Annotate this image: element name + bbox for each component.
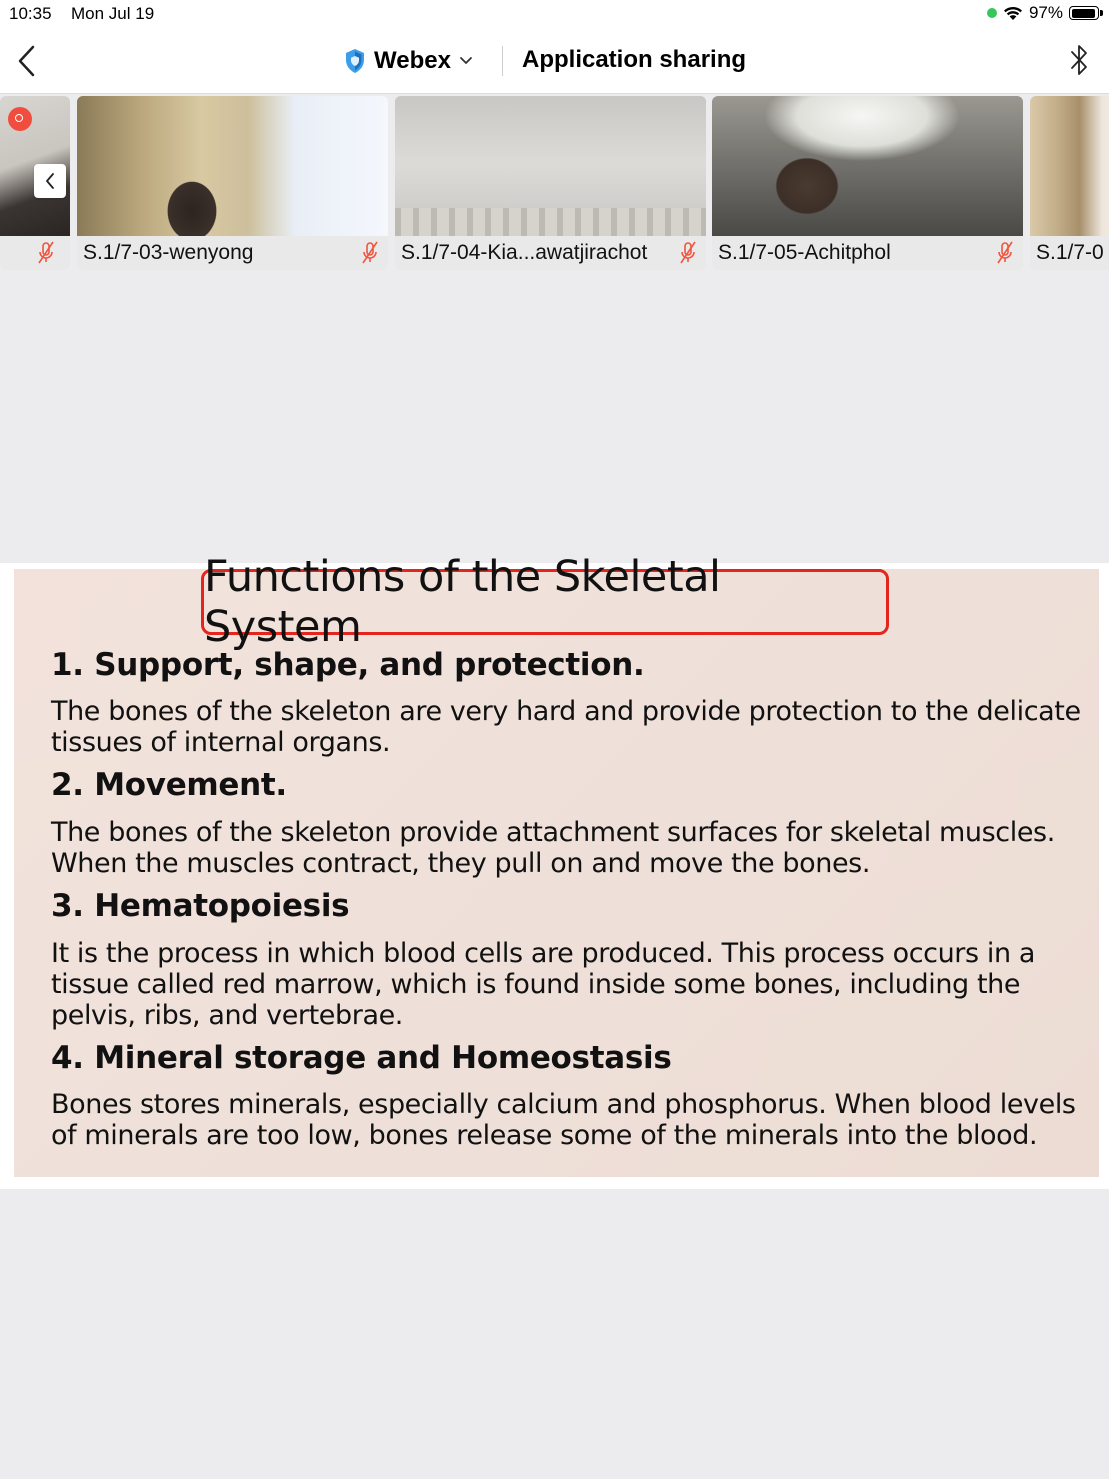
participant-video: [395, 96, 706, 236]
section-heading: 1. Support, shape, and protection.: [51, 647, 645, 683]
participant-tile[interactable]: [712, 96, 1023, 270]
mic-muted-icon: [678, 241, 698, 265]
nav-bar: [0, 30, 1109, 94]
section-heading: 4. Mineral storage and Homeostasis: [51, 1040, 672, 1076]
participant-video: [1030, 96, 1109, 236]
status-date: Mon Jul 19: [71, 4, 155, 23]
participant-video-strip[interactable]: [0, 96, 1109, 271]
shared-content-area[interactable]: [0, 552, 1109, 1189]
section-heading: 2. Movement.: [51, 767, 287, 803]
webex-app-name: Webex: [374, 47, 451, 74]
participant-name: S.1/7-03-wenyong: [83, 241, 254, 264]
participant-tile[interactable]: [77, 96, 388, 270]
participant-tile[interactable]: [1030, 96, 1109, 270]
participant-name: S.1/7-05-Achitphol: [718, 241, 891, 264]
section-heading: 3. Hematopoiesis: [51, 888, 350, 924]
participant-label: [1030, 236, 1109, 270]
participant-label: [77, 236, 388, 270]
participant-label: [712, 236, 1023, 270]
nav-divider: [502, 46, 503, 76]
page-title: Application sharing: [522, 46, 747, 73]
participant-tile[interactable]: [395, 96, 706, 270]
status-time: 10:35: [9, 4, 52, 23]
shield-icon: [344, 48, 366, 74]
slide-title: Functions of the Skeletal System: [204, 552, 721, 652]
presentation-slide: [14, 552, 1099, 1177]
section-body: The bones of the skeleton provide attachment surfaces for skeletal muscles. When the muscles contract, they pull on and move the bones.: [51, 817, 1055, 879]
participant-video: [77, 96, 388, 236]
slide-title-box: [201, 552, 889, 652]
battery-icon: [1069, 6, 1099, 20]
participant-name: S.1/7-0: [1036, 241, 1104, 264]
back-chevron-icon[interactable]: [14, 44, 42, 78]
webex-menu-button[interactable]: [344, 44, 473, 78]
section-body: Bones stores minerals, especially calcium and phosphorus. When blood levels of minerals are too low, bones release some of the minerals into the blood.: [51, 1089, 1076, 1151]
mic-muted-icon: [36, 241, 56, 265]
battery-percent: 97%: [1028, 3, 1063, 22]
participant-name: S.1/7-04-Kia...awatjirachot: [401, 241, 648, 264]
recording-indicator-icon: [8, 107, 32, 131]
camera-in-use-icon: [987, 8, 997, 18]
participant-label: [0, 236, 70, 270]
participant-label: [395, 236, 706, 270]
wifi-icon: [1003, 6, 1023, 21]
status-indicators: [987, 3, 1099, 23]
mic-muted-icon: [360, 241, 380, 265]
section-body: The bones of the skeleton are very hard and provide protection to the delicate tissues of internal organs.: [51, 696, 1081, 758]
strip-scroll-left-button[interactable]: [34, 164, 66, 198]
bluetooth-icon[interactable]: [1067, 42, 1091, 78]
participant-video: [712, 96, 1023, 236]
mic-muted-icon: [995, 241, 1015, 265]
chevron-left-icon: [44, 172, 56, 190]
status-bar: [0, 0, 1109, 30]
chevron-down-icon: [459, 56, 473, 66]
section-body: It is the process in which blood cells are produced. This process occurs in a tissue called red marrow, which is found inside some bones, including the pelvis, ribs, and vertebrae.: [51, 938, 1035, 1031]
